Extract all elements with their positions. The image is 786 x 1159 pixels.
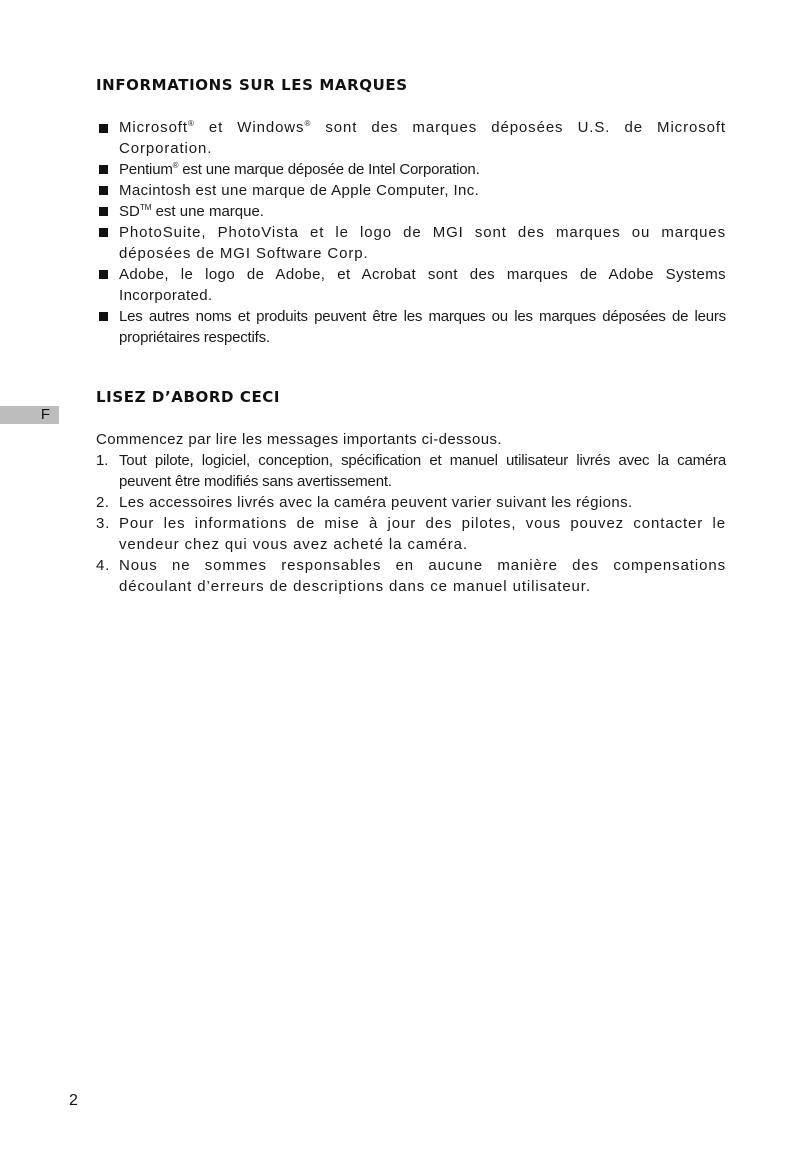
trademark-text: Les autres noms et produits peuvent être les marques ou les marques déposées de leurs propriétaires respectifs. xyxy=(119,308,726,346)
trademark-item-macintosh xyxy=(96,180,726,201)
registered-mark: ® xyxy=(304,119,312,128)
trademark-item-others xyxy=(96,306,726,348)
note-number: 2. xyxy=(96,494,110,511)
note-text: Les accessoires livrés avec la caméra peuvent varier suivant les régions. xyxy=(119,494,633,511)
note-item xyxy=(96,450,726,492)
trademark-item-pentium xyxy=(96,159,726,180)
square-bullet-icon xyxy=(99,270,108,279)
trademark-list xyxy=(96,117,726,348)
square-bullet-icon xyxy=(99,186,108,195)
trademark-item-mgi xyxy=(96,222,726,264)
trademark-item-adobe xyxy=(96,264,726,306)
trademark-text: SD xyxy=(119,203,140,220)
read-first-list xyxy=(96,450,726,597)
note-text: Nous ne sommes responsables en aucune manière des compensations découlant d’erreurs de descriptions dans ce manuel utilisateur. xyxy=(119,557,726,595)
trademark-text: est une marque. xyxy=(151,203,264,220)
trademark-mark: TM xyxy=(139,203,152,212)
page-number: 2 xyxy=(69,1092,78,1109)
trademark-item-sd xyxy=(96,201,726,222)
trademark-text: Pentium xyxy=(119,161,173,178)
read-first-intro: Commencez par lire les messages importants ci-dessous. xyxy=(96,431,502,448)
language-tab xyxy=(0,406,59,424)
trademark-text: Adobe, le logo de Adobe, et Acrobat sont des marques de Adobe Systems Incorporated. xyxy=(119,266,726,304)
trademark-text: Macintosh est une marque de Apple Computer, Inc. xyxy=(119,182,480,199)
trademark-heading: INFORMATIONS SUR LES MARQUES xyxy=(96,76,408,94)
trademark-text: est une marque déposée de Intel Corporation. xyxy=(178,161,480,178)
registered-mark: ® xyxy=(172,161,179,170)
note-item xyxy=(96,492,726,513)
registered-mark: ® xyxy=(187,119,195,128)
trademark-text: Microsoft xyxy=(119,119,188,136)
trademark-text: PhotoSuite, PhotoVista et le logo de MGI sont des marques ou marques déposées de MGI Software Corp. xyxy=(119,224,726,262)
note-item xyxy=(96,555,726,597)
note-number: 3. xyxy=(96,515,111,532)
note-number: 4. xyxy=(96,557,111,574)
trademark-text: et Windows xyxy=(194,119,305,136)
square-bullet-icon xyxy=(99,228,108,237)
note-number: 1. xyxy=(96,452,109,469)
square-bullet-icon xyxy=(99,312,108,321)
square-bullet-icon xyxy=(99,207,108,216)
trademark-item-microsoft xyxy=(96,117,726,159)
language-tab-label: F xyxy=(40,406,50,423)
square-bullet-icon xyxy=(99,165,108,174)
note-text: Pour les informations de mise à jour des pilotes, vous pouvez contacter le vendeur chez qui vous avez acheté la caméra. xyxy=(119,515,726,553)
note-item xyxy=(96,513,726,555)
square-bullet-icon xyxy=(99,124,108,133)
read-first-heading: LISEZ D’ABORD CECI xyxy=(96,388,281,406)
trademark-text: sont des marques déposées U.S. de Microsoft Corporation. xyxy=(119,119,726,157)
note-text: Tout pilote, logiciel, conception, spécification et manuel utilisateur livrés avec la caméra peuvent être modifiés sans avertissement. xyxy=(119,452,726,490)
